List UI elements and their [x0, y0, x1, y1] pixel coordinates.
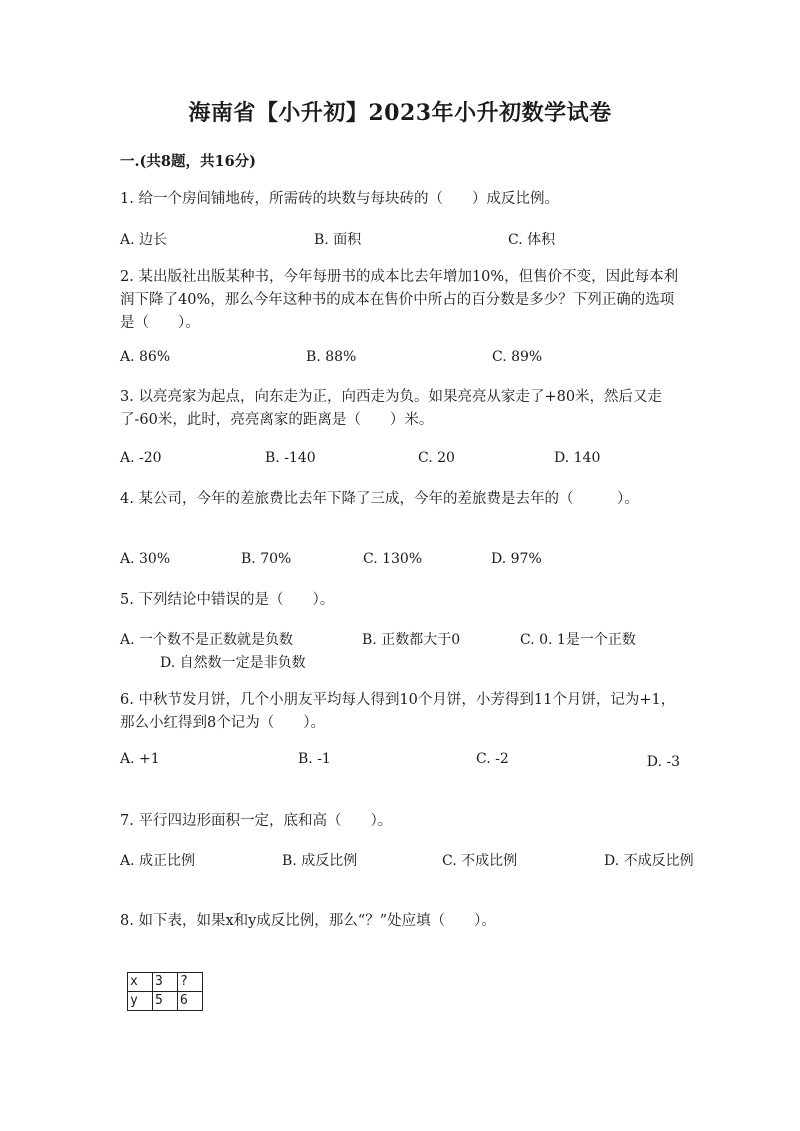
question-1: 1. 给一个房间铺地砖，所需砖的块数与每块砖的（ ）成反比例。 — [120, 191, 559, 207]
question-5: 5. 下列结论中错误的是（ ）。 — [120, 592, 335, 608]
option-c: C. 89% — [492, 349, 543, 365]
page-title: 海南省【小升初】2023年小升初数学试卷 — [188, 100, 612, 126]
option-b: B. 70% — [241, 551, 292, 567]
option-c: C. 体积 — [508, 232, 556, 248]
option-a: A. +1 — [120, 751, 160, 767]
option-c: C. 130% — [363, 551, 423, 567]
option-d: D. 不成反比例 — [604, 853, 694, 869]
option-c: C. 20 — [418, 450, 455, 466]
table-cell: 6 — [178, 992, 203, 1011]
option-a: A. 成正比例 — [120, 853, 196, 869]
option-a: A. 边长 — [120, 232, 168, 248]
option-a: A. 86% — [120, 349, 171, 365]
question-2: 2. 某出版社出版某种书，今年每册书的成本比去年增加10%，但售价不变，因此每本利润下降了40%，那么今年这种书的成本在售价中所占的百分数是多少？下列正确的选项是（ ）。 — [120, 269, 679, 331]
option-b: B. 面积 — [314, 232, 362, 248]
option-c: C. 不成比例 — [442, 853, 518, 869]
table-cell: y — [128, 992, 153, 1011]
question-4: 4. 某公司，今年的差旅费比去年下降了三成，今年的差旅费是去年的（ ）。 — [120, 491, 639, 507]
table-cell: 3 — [153, 973, 178, 992]
question-5-options — [120, 629, 680, 675]
option-a: A. 一个数不是正数就是负数 — [120, 632, 294, 648]
option-b: B. -1 — [298, 751, 331, 767]
option-d: D. 97% — [491, 551, 542, 567]
option-c: C. 0. 1是一个正数 — [520, 632, 636, 648]
option-b: B. 88% — [306, 349, 357, 365]
option-d: D. 140 — [554, 450, 601, 466]
option-a: A. -20 — [120, 450, 162, 466]
option-b: B. 成反比例 — [282, 853, 358, 869]
table-row — [128, 973, 203, 992]
question-3: 3. 以亮亮家为起点，向东走为正，向西走为负。如果亮亮从家走了+80米，然后又走了-60米，此时，亮亮离家的距离是（ ）米。 — [120, 389, 663, 428]
table-cell: ? — [178, 973, 203, 992]
question-7-options — [120, 850, 694, 896]
option-b: B. 正数都大于0 — [362, 632, 461, 648]
option-c: C. -2 — [476, 751, 509, 767]
question-6: 6. 中秋节发月饼，几个小朋友平均每人得到10个月饼，小芳得到11个月饼，记为+1，那么小红得到8个记为（ ）。 — [120, 692, 676, 731]
xy-table — [127, 972, 203, 1011]
option-d: D. 自然数一定是非负数 — [160, 655, 306, 671]
question-7: 7. 平行四边形面积一定，底和高（ ）。 — [120, 813, 393, 829]
section-heading: 一.(共8题，共16分) — [120, 153, 257, 170]
table-row — [128, 992, 203, 1011]
question-6-options — [120, 751, 680, 797]
option-d: D. -3 — [646, 754, 680, 770]
question-8: 8. 如下表，如果x和y成反比例，那么“？”处应填（ ）。 — [120, 913, 496, 929]
option-b: B. -140 — [265, 450, 316, 466]
table-cell: x — [128, 973, 153, 992]
option-a: A. 30% — [120, 551, 171, 567]
table-cell: 5 — [153, 992, 178, 1011]
